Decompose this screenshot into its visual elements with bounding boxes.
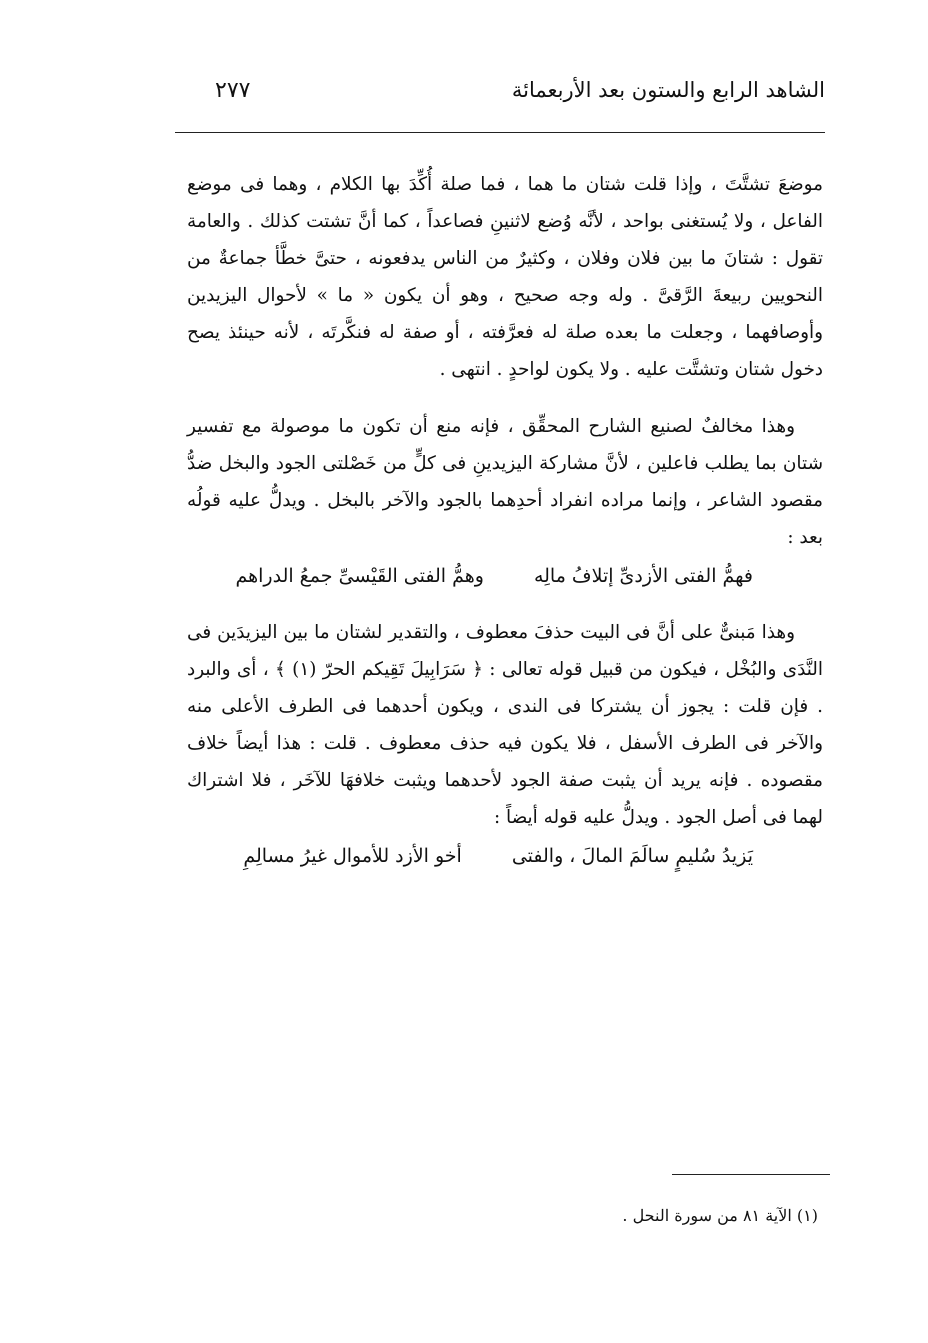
verse-line bbox=[187, 836, 823, 876]
verse-line bbox=[187, 556, 823, 596]
page-header bbox=[175, 78, 825, 118]
verse-second-hemistich: أخو الأزد للأموال غيرُ مسالِمِ bbox=[243, 845, 462, 867]
verse-second-hemistich: وهمُّ الفتى القَيْسىِّ جمعُ الدراهم bbox=[235, 565, 484, 587]
paragraph: وهذا مَبنىٌّ على أنَّ فى البيت حذفَ معطوف ، والتقدير لشتان ما بين اليزيدَين فى النَّدَى والبُخْل ، فيكون من قبيل قوله تعالى : ﴿ سَرَابِيلَ تَقِيكم الحرّ (١) ﴾ ، أى والبرد . فإن قلت : يجوز أن يشتركا فى الندى ، ويكون أحدهما فى الطرف الأعلى منه والآخر فى الطرف الأسفل ، فلا يكون فيه حذف معطوف . قلت : هذا أيضاً خلاف مقصوده . فإنه يريد أن يثبت صفة الجود لأحدهما ويثبت خلافهَا للآخَر ، فلا اشتراك لهما فى أصل الجود . ويدلُّ عليه قوله أيضاً : bbox=[187, 622, 823, 828]
page-number: ٢٧٧ bbox=[215, 78, 251, 103]
paragraph: وهذا مخالفٌ لصنيع الشارح المحقِّق ، فإنه منع أن تكون ما موصولة مع تفسير شتان بما يطلب فاعلين ، لأنَّ مشاركة اليزيدينِ فى كلٍّ من خَصْلتى الجود والبخل ضدُّ مقصود الشاعر ، وإنما مراده انفراد أحدِهما بالجود والآخر بالبخل . ويدلُّ عليه قولُه بعد : bbox=[187, 416, 823, 548]
verse-first-hemistich: فهمُّ الفتى الأزدىِّ إتلافُ مالِه bbox=[533, 565, 753, 587]
main-text bbox=[187, 166, 823, 876]
running-title: الشاهد الرابع والستون بعد الأربعمائة bbox=[511, 78, 825, 102]
verse-first-hemistich: يَزيدُ سُليمٍ سالَمَ المالَ ، والفتى bbox=[511, 845, 753, 867]
header-rule bbox=[175, 132, 825, 133]
footnote: (١) الآية ٨١ من سورة النحل . bbox=[622, 1206, 818, 1225]
paragraph: موضعَ تشتَّتَ ، وإذا قلت شتان ما هما ، فما صلة أُكِّدَ بها الكلام ، وهما فى موضع الفاعل ، ولا يُستغنى بواحد ، لأنَّه وُضع لاثنينِ فصاعداً ، كما أنَّ تشتت كذلك . والعامة تقول : شتانَ ما بين فلان وفلان ، وكثيرٌ من الناس يدفعونه ، حتىَّ خطَّأ جماعةٌ من النحويين ربيعةَ الرَّقىَّ . وله وجه صحيح ، وهو أن يكون « ما » لأحوال اليزيدين وأوصافهما ، وجعلت ما بعده صلة له فعرَّفته ، أو صفة له فنكَّرتَه ، لأنه حينئذ يصح دخول شتان وتشتَّت عليه . ولا يكون لواحدٍ . انتهى . bbox=[187, 174, 823, 380]
footnote-rule bbox=[672, 1174, 830, 1175]
